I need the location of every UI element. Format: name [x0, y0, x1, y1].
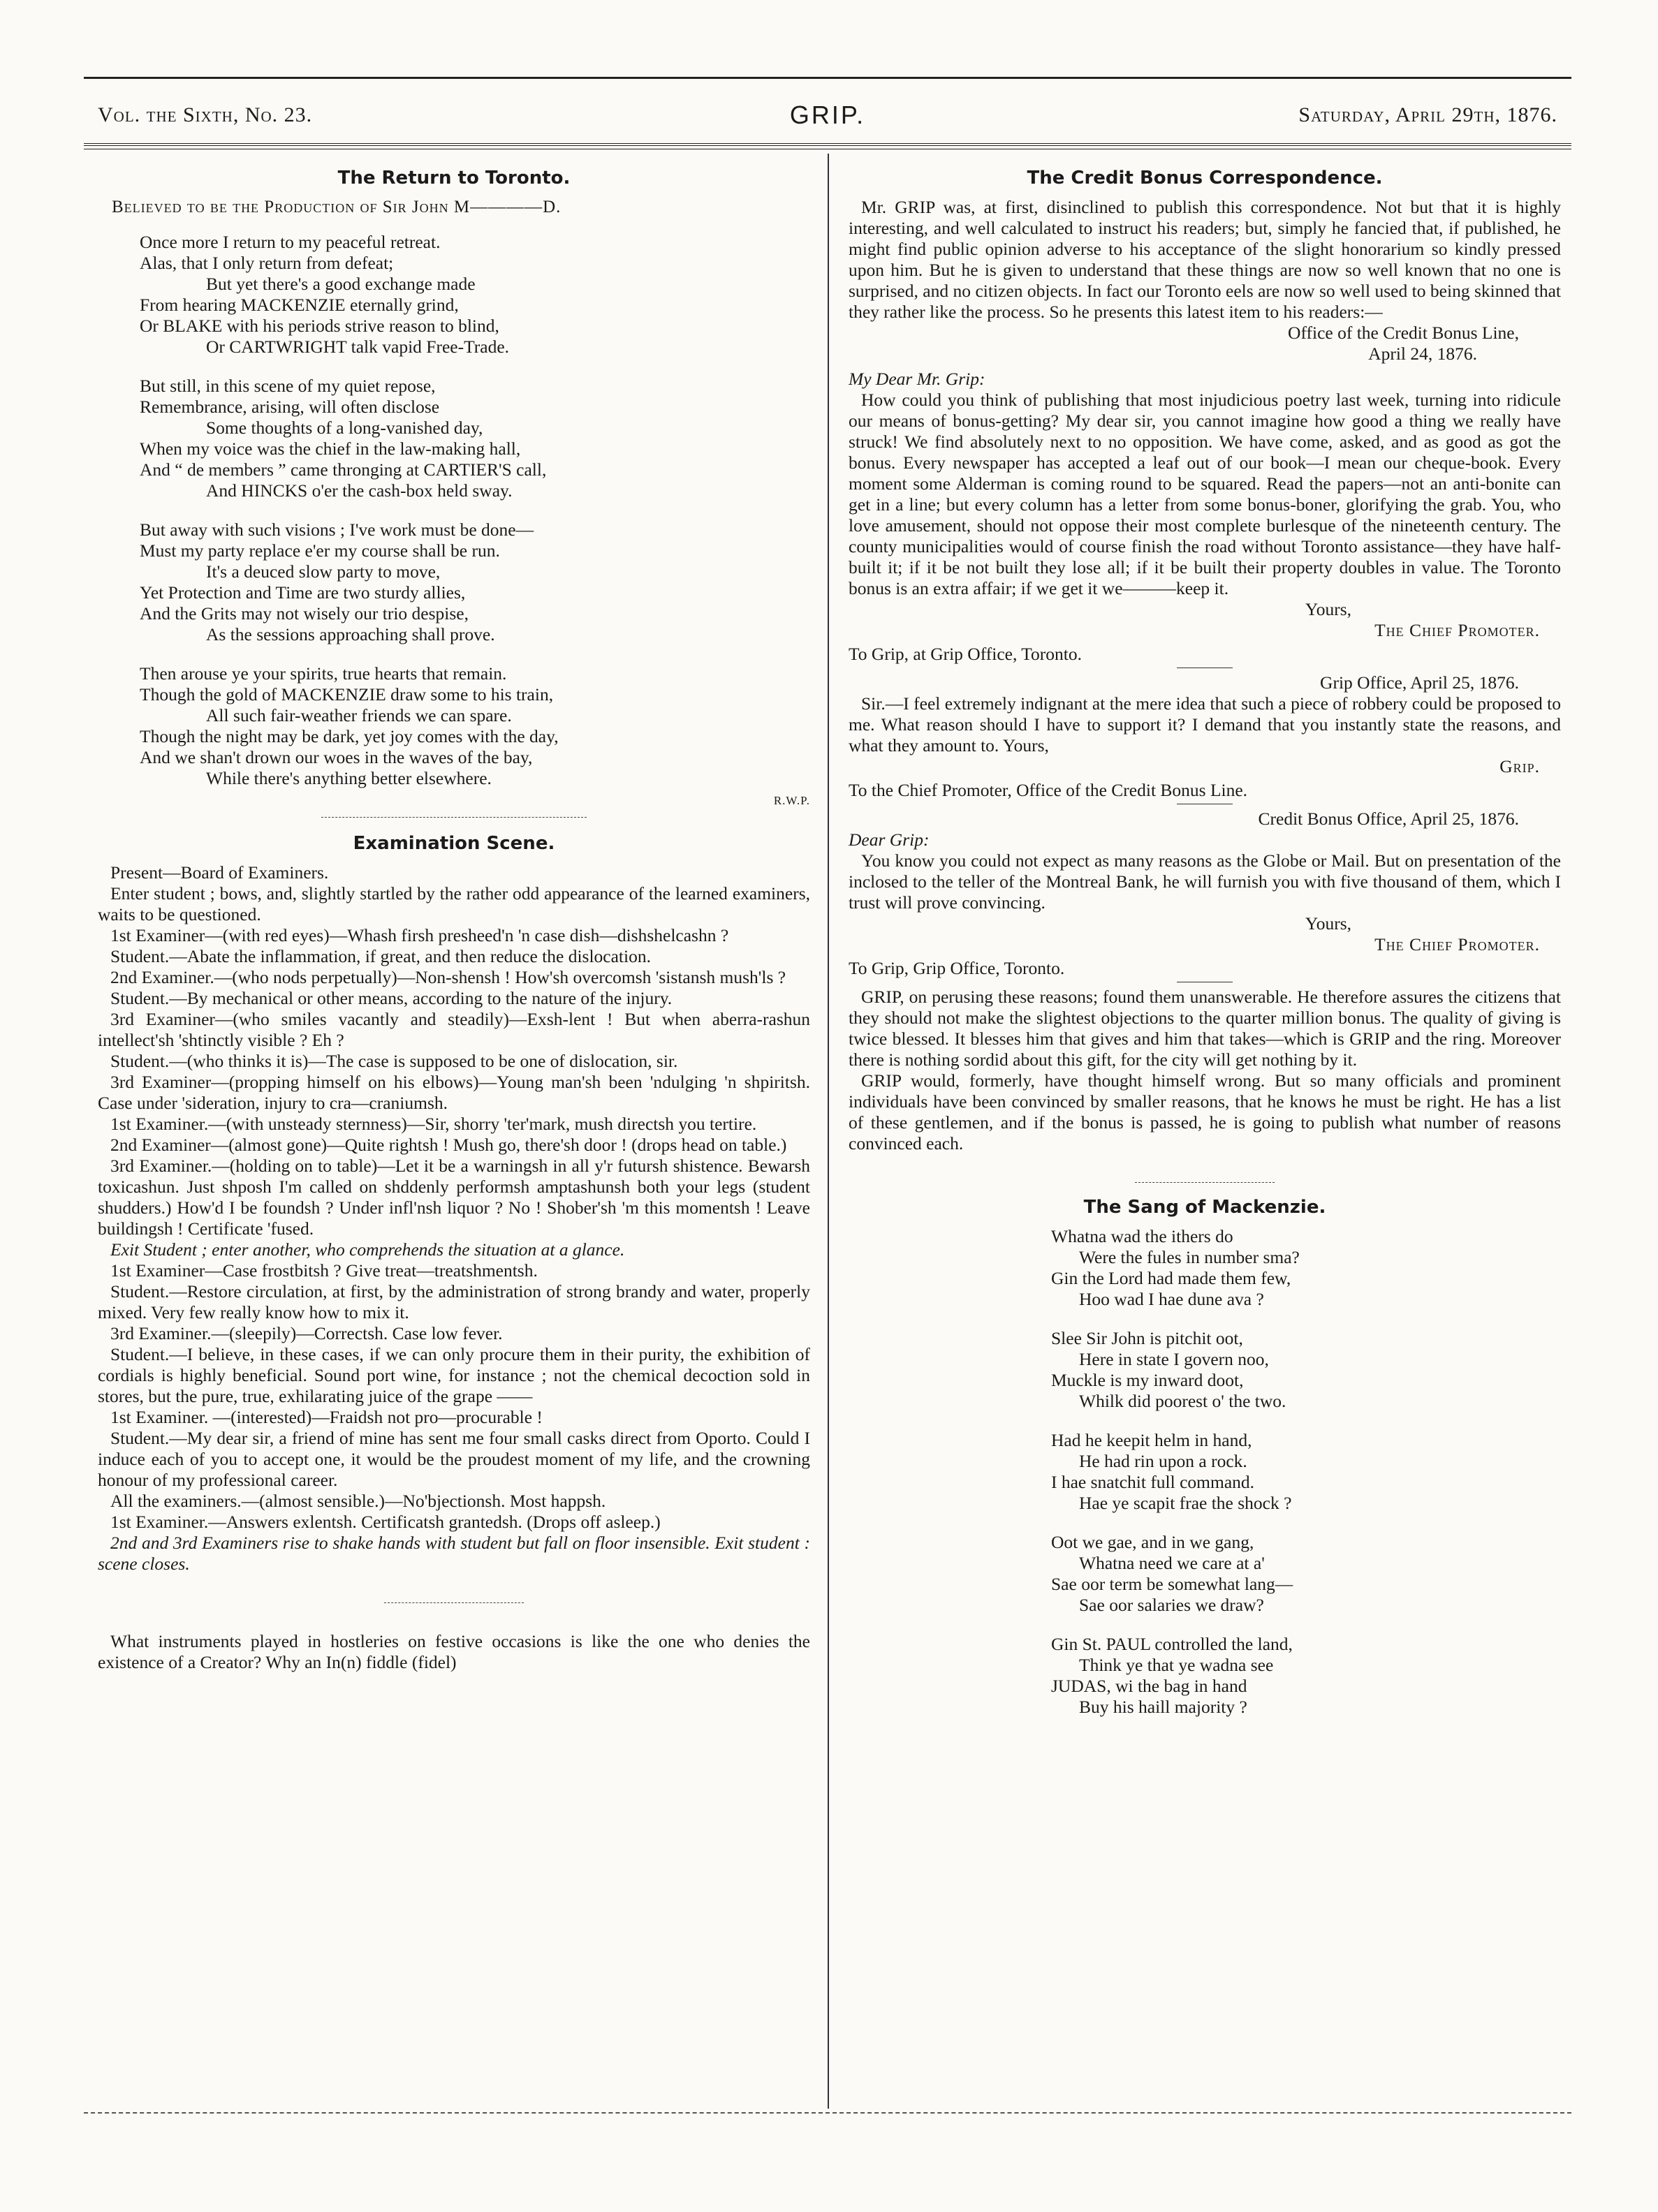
poem-line: Or CARTWRIGHT talk vapid Free-Trade. — [206, 337, 510, 357]
poem-line: Slee Sir John is pitchit oot, — [1051, 1328, 1243, 1348]
exam-paragraph: Exit Student ; enter another, who comprehends the situation at a glance. — [110, 1239, 625, 1260]
poem-line: Here in state I govern noo, — [1079, 1349, 1269, 1369]
exam-paragraph: 3rd Examiner.—(sleepily)—Correctsh. Case low fever. — [110, 1323, 503, 1343]
poem-line: While there's anything better elsewhere. — [206, 768, 492, 788]
exam-paragraph: 2nd Examiner.—(who nods perpetually)—Non-shensh ! How'sh overcomsh 'sistansh mush'ls ? — [110, 967, 786, 987]
publication-title: GRIP. — [789, 101, 866, 129]
exam-paragraph: 2nd Examiner—(almost gone)—Quite rightsh ! Mush go, there'sh door ! (drops head on table.) — [110, 1135, 787, 1155]
poem-line: And “ de members ” came thronging at CARTIER'S call, — [140, 459, 547, 480]
poem-line: As the sessions approaching shall prove. — [206, 624, 495, 644]
exam-paragraph: 1st Examiner. —(interested)—Fraidsh not pro—procurable ! — [110, 1407, 543, 1427]
poem-line: Sae oor term be somewhat lang— — [1051, 1574, 1293, 1594]
salutation: Dear Grip: — [849, 830, 930, 850]
poem-body — [140, 232, 810, 789]
poem-line: Gin the Lord had made them few, — [1051, 1268, 1291, 1288]
poem-line: Some thoughts of a long-vanished day, — [206, 418, 483, 438]
poem-line: And we shan't drown our woes in the waves of the bay, — [140, 747, 533, 767]
section-separator — [384, 1602, 524, 1603]
letter-body: How could you think of publishing that most injudicious poetry last week, turning into ridicule our means of bonus-getting? My dear sir, you cannot imagine how good a thing we really have struck! We find absolutely next to no opposition. We have come, asked, and as good as got the bonus. Every newspaper has accepted a leaf out of our book—I mean our cheque-book. Every moment some Alderman is coming round to be squared. Read the papers—not an anti-bonite can get in a line; but every column has a letter from some bonus-boner, glorifying the grab. You, who love amusement, should not oppose their most complete burlesque of the nineteenth century. The county municipalities would of course finish the road without Toronto assistance—they have half-built it; if it be not built they lose all; if it be built their property doubles in value. The Toronto bonus is an extra affair; if we get it we———keep it. — [849, 390, 1561, 598]
poem-line: But yet there's a good exchange made — [206, 274, 476, 294]
right-column — [849, 161, 1561, 1736]
exam-paragraph: Present—Board of Examiners. — [110, 862, 329, 883]
poem-line: JUDAS, wi the bag in hand — [1051, 1676, 1247, 1696]
signature: The Chief Promoter. — [1374, 934, 1540, 954]
exam-paragraph: Student.—Restore circulation, at first, by the administration of strong brandy and water, properly mixed. Very few really know how to mix it. — [98, 1281, 810, 1322]
newspaper-page — [84, 77, 1571, 2137]
stanza — [140, 519, 810, 645]
credit-intro: Mr. GRIP was, at first, disinclined to publish this correspondence. Not but that it is highly interesting, and well calculated to instruct his readers; but, simply he fancied that, if published, he might find public opinion adverse to his acceptance of the slight honorarium so kindly pressed upon him. But he is given to understand that these things are now so well known that no one is surprised, and no citizen objects. In fact our Toronto eels are now so well used to being skinned that they rather like the process. So he presents this latest item to his readers:— — [849, 197, 1561, 322]
signature: Grip. — [1499, 756, 1540, 776]
masthead-rule — [84, 143, 1571, 149]
exam-paragraph: 3rd Examiner.—(holding on to table)—Let it be a warningsh in all y'r futursh shistence. Bewarsh toxicashun. Just shposh I'm called on shddenly performsh amptashunsh both your legs (student shudders.) How'd I be foundsh ? Under infl'nsh liquor ? No ! Shober'sh 'm this momentsh ! Leave buildingsh ! Certificate 'fused. — [98, 1156, 810, 1239]
poem-line: Hae ye scapit frae the shock ? — [1079, 1493, 1292, 1513]
poem-line: Gin St. PAUL controlled the land, — [1051, 1634, 1293, 1654]
exam-paragraph: 2nd and 3rd Examiners rise to shake hands with student but fall on floor insensible. Exit student : scene closes. — [98, 1533, 810, 1574]
exam-paragraph: Student.—(who thinks it is)—The case is supposed to be one of dislocation, sir. — [110, 1051, 678, 1071]
masthead — [84, 91, 1571, 140]
address-line: To the Chief Promoter, Office of the Credit Bonus Line. — [849, 780, 1248, 800]
sang-title: The Sang of Mackenzie. — [1083, 1197, 1326, 1218]
poem-line: Alas, that I only return from defeat; — [140, 253, 394, 273]
valediction: Yours, — [1305, 599, 1351, 619]
stanza — [1051, 1532, 1561, 1616]
left-column — [98, 161, 810, 1673]
exam-title: Examination Scene. — [353, 833, 555, 854]
stanza — [1051, 1328, 1561, 1412]
poem-line: Though the gold of MACKENZIE draw some to his train, — [140, 684, 554, 705]
poem-line: Then arouse ye your spirits, true hearts that remain. — [140, 663, 507, 684]
exam-body — [98, 862, 810, 1575]
letter-body: You know you could not expect as many reasons as the Globe or Mail. But on presentation of the inclosed to the teller of the Montreal Bank, he will furnish you with five thousand of them, which I trust will prove convincing. — [849, 850, 1561, 913]
issue-date: Saturday, April 29th, 1876. — [1298, 103, 1557, 126]
volume-number: Vol. the Sixth, No. 23. — [98, 103, 313, 126]
stanza — [140, 663, 810, 789]
poem-line: Hoo wad I hae dune ava ? — [1079, 1289, 1264, 1309]
poem-line: Once more I return to my peaceful retreat. — [140, 232, 441, 252]
sang-poem — [1051, 1226, 1561, 1718]
signature: The Chief Promoter. — [1374, 620, 1540, 640]
credit-title: The Credit Bonus Correspondence. — [1027, 168, 1383, 189]
riddle-text: What instruments played in hostleries on festive occasions is like the one who denies the existence of a Creator? Why an In(n) fiddle (fidel) — [98, 1631, 810, 1672]
poem-line: Had he keepit helm in hand, — [1051, 1430, 1252, 1450]
poem-line: Sae oor salaries we draw? — [1079, 1595, 1264, 1615]
exam-paragraph: 1st Examiner.—Answers exlentsh. Certificatsh grantedsh. (Drops off asleep.) — [110, 1512, 661, 1532]
exam-paragraph: 1st Examiner—Case frostbitsh ? Give treat—treatshmentsh. — [110, 1260, 538, 1281]
stanza — [1051, 1226, 1561, 1310]
poem-line: Or BLAKE with his periods strive reason to blind, — [140, 316, 499, 336]
section-separator — [1135, 1182, 1275, 1183]
stanza — [140, 232, 810, 357]
salutation: My Dear Mr. Grip: — [849, 369, 985, 389]
poem-line: Whatna wad the ithers do — [1051, 1226, 1233, 1246]
poem-line: Muckle is my inward doot, — [1051, 1370, 1244, 1390]
closing-paragraph: GRIP, on perusing these reasons; found them unanswerable. He therefore assures the citizens that they should not make the slightest objections to the quarter million bonus. The quality of giving is twice blessed. It blesses him that gives and him that takes—which is GRIP and the ring. Moreover there is nothing sordid about this gift, for the city will get nothing by it. — [849, 987, 1561, 1070]
poem-line: All such fair-weather friends we can spare. — [206, 705, 512, 725]
poem-line: But still, in this scene of my quiet repose, — [140, 376, 436, 396]
poem-title: The Return to Toronto. — [337, 168, 571, 189]
valediction: Yours, — [1305, 913, 1351, 934]
exam-paragraph: All the examiners.—(almost sensible.)—No'bjectionsh. Most happsh. — [110, 1491, 606, 1511]
exam-paragraph: Enter student ; bows, and, slightly startled by the rather odd appearance of the learned examiners, waits to be questioned. — [98, 883, 810, 924]
letter-heading: Grip Office, April 25, 1876. — [1320, 672, 1519, 693]
column-divider — [828, 154, 829, 2109]
closing-paragraph: GRIP would, formerly, have thought himself wrong. But so many officials and prominent individuals have been convinced by smaller reasons, that he knows he must be right. He has a list of these gentlemen, and if the bonus is passed, he is going to publish what number of reasons convinced each. — [849, 1070, 1561, 1153]
poem-line: Buy his haill majority ? — [1079, 1697, 1247, 1717]
stanza — [1051, 1634, 1561, 1718]
poem-line: It's a deuced slow party to move, — [206, 561, 441, 582]
address-line: To Grip, Grip Office, Toronto. — [849, 958, 1065, 978]
poem-signature: R.W.P. — [773, 794, 810, 807]
poem-line: And the Grits may not wisely our trio despise, — [140, 603, 469, 624]
top-rule — [84, 77, 1571, 79]
stanza — [1051, 1430, 1561, 1514]
poem-line: Yet Protection and Time are two sturdy allies, — [140, 582, 466, 603]
letter-body: Sir.—I feel extremely indignant at the mere idea that such a piece of robbery could be proposed to me. What reason should I have to support it? I demand that you instantly state the reasons, and what they amount to. Yours, — [849, 693, 1561, 755]
poem-byline: Believed to be the Production of Sir John M————D. — [112, 198, 562, 216]
poem-line: Remembrance, arising, will often disclose — [140, 397, 440, 417]
office-line: Office of the Credit Bonus Line, — [1288, 323, 1519, 343]
poem-line: From hearing MACKENZIE eternally grind, — [140, 295, 459, 315]
poem-line: When my voice was the chief in the law-making hall, — [140, 438, 521, 459]
exam-paragraph: 1st Examiner—(with red eyes)—Whash firsh presheed'n 'n case dish—dishshelcashn ? — [110, 925, 729, 945]
exam-paragraph: Student.—By mechanical or other means, according to the nature of the injury. — [110, 988, 673, 1008]
exam-paragraph: 1st Examiner.—(with unsteady sternness)—Sir, shorry 'ter'mark, mush directsh you tertire. — [110, 1114, 757, 1134]
poem-line: Whatna need we care at a' — [1079, 1553, 1265, 1573]
exam-paragraph: Student.—I believe, in these cases, if we can only procure them in their purity, the exhibition of cordials is highly beneficial. Sound port wine, for instance ; not the chemical decoction sold in stores, but the pure, true, exhilarating juice of the grape —— — [98, 1344, 810, 1406]
section-separator — [321, 817, 587, 818]
date-line: April 24, 1876. — [1368, 344, 1477, 364]
exam-paragraph: 3rd Examiner—(propping himself on his elbows)—Young man'sh been 'ndulging 'n shpiritsh. Case under 'sideration, injury to cra—craniumsh. — [98, 1072, 810, 1113]
poem-line: Oot we gae, and in we gang, — [1051, 1532, 1254, 1552]
poem-line: Must my party replace e'er my course shall be run. — [140, 540, 500, 561]
bottom-rule — [84, 2112, 1571, 2114]
poem-line: Whilk did poorest o' the two. — [1079, 1391, 1286, 1411]
stanza — [140, 376, 810, 501]
exam-paragraph: Student.—My dear sir, a friend of mine has sent me four small casks direct from Oporto. Could I induce each of you to accept one, it would be the proudest moment of my life, and the crowning honour of my professional career. — [98, 1428, 810, 1490]
poem-line: Were the fules in number sma? — [1079, 1247, 1300, 1267]
poem-line: Think ye that ye wadna see — [1079, 1655, 1274, 1675]
poem-line: But away with such visions ; I've work must be done— — [140, 519, 534, 540]
exam-paragraph: Student.—Abate the inflammation, if great, and then reduce the dislocation. — [110, 946, 651, 966]
address-line: To Grip, at Grip Office, Toronto. — [849, 644, 1083, 664]
exam-paragraph: 3rd Examiner—(who smiles vacantly and steadily)—Exsh-lent ! But when aberra-rashun intellect'sh 'shtinctly visible ? Eh ? — [98, 1009, 810, 1050]
poem-line: I hae snatchit full command. — [1051, 1472, 1255, 1492]
poem-line: Though the night may be dark, yet joy comes with the day, — [140, 726, 559, 746]
poem-line: And HINCKS o'er the cash-box held sway. — [206, 480, 513, 501]
poem-line: He had rin upon a rock. — [1079, 1451, 1247, 1471]
letter-heading: Credit Bonus Office, April 25, 1876. — [1258, 809, 1519, 829]
